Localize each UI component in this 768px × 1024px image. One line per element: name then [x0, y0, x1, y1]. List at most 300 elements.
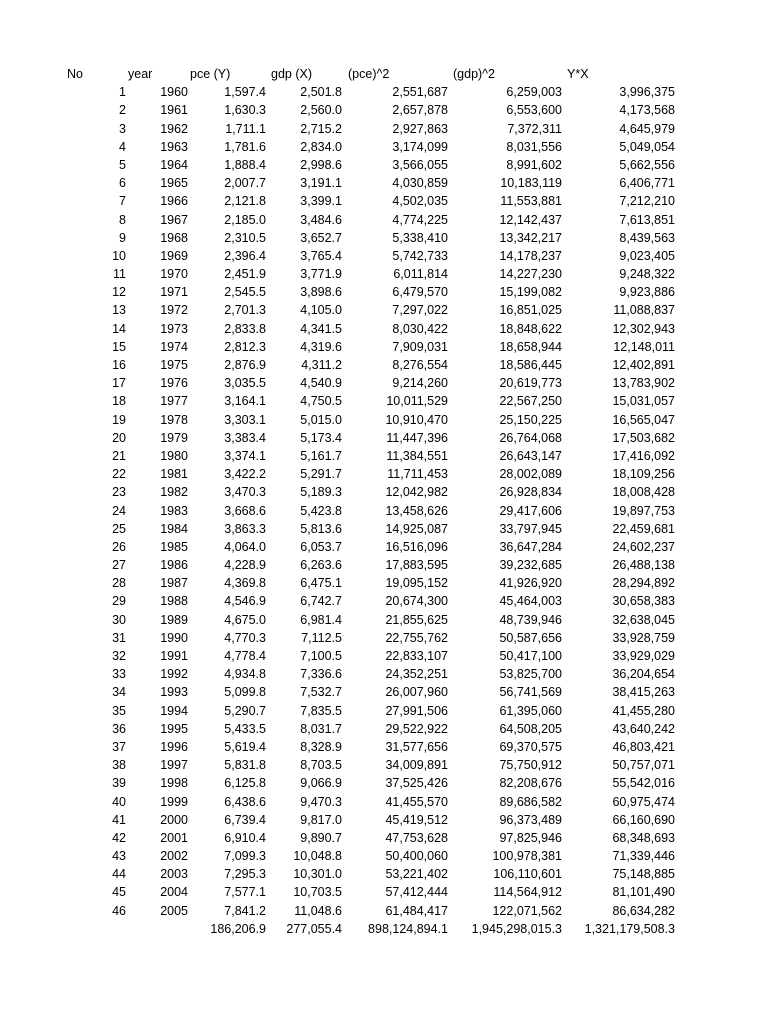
cell-year: 1978 [160, 412, 188, 427]
cell-no: 27 [112, 558, 126, 573]
cell-pce-sq: 11,384,551 [386, 448, 448, 463]
cell-yx: 81,101,490 [612, 885, 675, 900]
cell-year: 2003 [160, 867, 188, 882]
cell-gdp: 5,291.7 [300, 467, 342, 482]
cell-no: 29 [112, 594, 126, 609]
cell-gdp-sq: 20,619,773 [499, 376, 562, 391]
cell-no: 23 [112, 485, 126, 500]
cell-gdp-sq: 97,825,946 [499, 830, 562, 845]
cell-year: 1980 [160, 448, 188, 463]
cell-pce: 2,812.3 [224, 339, 266, 354]
cell-pce-sq: 7,297,022 [392, 303, 448, 318]
cell-yx: 26,488,138 [612, 558, 675, 573]
table-row [0, 647, 768, 665]
table-row [0, 629, 768, 647]
cell-year: 1965 [160, 176, 188, 191]
cell-year: 1999 [160, 794, 188, 809]
cell-no: 44 [112, 867, 126, 882]
cell-pce-sq: 31,577,656 [385, 739, 448, 754]
cell-gdp-sq: 29,417,606 [499, 503, 562, 518]
cell-yx: 7,613,851 [619, 212, 675, 227]
cell-yx: 17,503,682 [612, 430, 675, 445]
cell-year: 2005 [160, 903, 188, 918]
cell-pce-sq: 3,174,099 [392, 139, 448, 154]
cell-gdp: 4,540.9 [300, 376, 342, 391]
cell-gdp-sq: 18,848,622 [499, 321, 562, 336]
cell-pce-sq: 7,909,031 [392, 339, 448, 354]
cell-yx: 86,634,282 [612, 903, 675, 918]
cell-pce-sq: 45,419,512 [385, 812, 448, 827]
cell-no: 46 [112, 903, 126, 918]
cell-year: 2000 [160, 812, 188, 827]
cell-no: 19 [112, 412, 126, 427]
cell-yx: 33,928,759 [612, 630, 675, 645]
cell-yx: 13,783,902 [612, 376, 675, 391]
cell-year: 1974 [160, 339, 188, 354]
cell-year: 1989 [160, 612, 188, 627]
table-row [0, 793, 768, 811]
cell-pce: 7,577.1 [224, 885, 266, 900]
cell-yx: 5,049,054 [619, 139, 675, 154]
cell-pce-sq: 3,566,055 [392, 157, 448, 172]
cell-year: 1985 [160, 539, 188, 554]
cell-gdp: 3,191.1 [300, 176, 342, 191]
cell-year: 1968 [160, 230, 188, 245]
cell-year: 1992 [160, 667, 188, 682]
table-row [0, 101, 768, 119]
cell-pce: 4,675.0 [224, 612, 266, 627]
header-row [0, 65, 768, 83]
table-row [0, 720, 768, 738]
cell-pce: 1,597.4 [224, 85, 266, 100]
cell-gdp-sq: 15,199,082 [499, 285, 562, 300]
cell-yx: 9,023,405 [619, 248, 675, 263]
cell-no: 43 [112, 849, 126, 864]
table-row [0, 338, 768, 356]
cell-gdp: 10,301.0 [293, 867, 342, 882]
cell-gdp: 8,031.7 [300, 721, 342, 736]
cell-gdp: 11,048.6 [294, 903, 342, 918]
cell-pce: 3,383.4 [224, 430, 266, 445]
cell-gdp-sq: 26,764,068 [499, 430, 562, 445]
table-row [0, 301, 768, 319]
cell-gdp-sq: 82,208,676 [499, 776, 562, 791]
cell-pce: 4,934.8 [224, 667, 266, 682]
cell-pce-sq: 2,927,863 [392, 121, 448, 136]
cell-pce-sq: 13,458,626 [385, 503, 448, 518]
cell-gdp-sq: 18,658,944 [499, 339, 562, 354]
cell-pce-sq: 8,030,422 [392, 321, 448, 336]
cell-yx: 32,638,045 [612, 612, 675, 627]
table-row [0, 429, 768, 447]
cell-pce: 4,778.4 [224, 649, 266, 663]
cell-yx: 55,542,016 [612, 776, 675, 791]
cell-gdp: 4,341.5 [300, 321, 342, 336]
cell-no: 18 [112, 394, 126, 409]
cell-yx: 24,602,237 [612, 539, 675, 554]
cell-pce: 6,125.8 [224, 776, 266, 791]
cell-no: 25 [112, 521, 126, 536]
cell-no: 1 [119, 85, 126, 100]
cell-no: 2 [119, 103, 126, 118]
table-row [0, 738, 768, 756]
cell-gdp-sq: 12,142,437 [499, 212, 562, 227]
cell-pce: 3,374.1 [224, 448, 266, 463]
cell-gdp-sq: 96,373,489 [499, 812, 562, 827]
cell-no: 9 [119, 230, 126, 245]
cell-yx: 50,757,071 [612, 758, 675, 773]
table-row [0, 465, 768, 483]
table-row [0, 156, 768, 174]
cell-year: 1981 [160, 467, 188, 482]
cell-yx: 41,455,280 [612, 703, 675, 718]
cell-pce-sq: 41,455,570 [385, 794, 448, 809]
cell-pce-sq: 50,400,060 [385, 849, 448, 864]
cell-gdp: 3,399.1 [300, 194, 342, 209]
table-row [0, 756, 768, 774]
cell-gdp: 2,560.0 [300, 103, 342, 118]
cell-yx: 43,640,242 [612, 721, 675, 736]
cell-pce: 1,630.3 [224, 103, 266, 118]
cell-pce-sq: 24,352,251 [385, 667, 448, 682]
cell-pce-sq: 37,525,426 [385, 776, 448, 791]
cell-pce-sq: 47,753,628 [385, 830, 448, 845]
total-pce-sq: 898,124,894.1 [368, 921, 448, 936]
cell-pce-sq: 14,925,087 [385, 521, 448, 536]
cell-gdp: 6,475.1 [300, 576, 342, 591]
table-row [0, 483, 768, 501]
cell-gdp-sq: 26,928,834 [499, 485, 562, 500]
table-row [0, 392, 768, 410]
table-row [0, 192, 768, 210]
cell-gdp: 3,652.7 [300, 230, 342, 245]
cell-yx: 75,148,885 [612, 867, 675, 882]
cell-gdp: 2,998.6 [300, 157, 342, 172]
cell-no: 31 [112, 630, 126, 645]
cell-year: 1998 [160, 776, 188, 791]
cell-pce: 2,121.8 [224, 194, 266, 209]
table-row [0, 847, 768, 865]
cell-pce-sq: 2,657,878 [392, 103, 448, 118]
table-row [0, 120, 768, 138]
cell-pce-sq: 5,742,733 [392, 248, 448, 263]
cell-gdp-sq: 16,851,025 [499, 303, 562, 318]
cell-no: 41 [112, 812, 126, 827]
cell-gdp-sq: 13,342,217 [499, 230, 562, 245]
table-row [0, 138, 768, 156]
cell-no: 35 [112, 703, 126, 718]
table-row [0, 902, 768, 920]
cell-pce-sq: 4,030,859 [392, 176, 448, 191]
cell-no: 10 [112, 248, 126, 263]
cell-pce: 6,739.4 [224, 812, 266, 827]
cell-no: 7 [119, 194, 126, 209]
cell-yx: 38,415,263 [612, 685, 675, 700]
cell-gdp-sq: 11,553,881 [500, 194, 562, 209]
cell-yx: 30,658,383 [612, 594, 675, 609]
spreadsheet [0, 65, 768, 938]
cell-gdp: 8,328.9 [300, 739, 342, 754]
cell-pce-sq: 10,910,470 [385, 412, 448, 427]
cell-pce-sq: 9,214,260 [392, 376, 448, 391]
cell-year: 1966 [160, 194, 188, 209]
cell-pce: 4,770.3 [224, 630, 266, 645]
cell-pce-sq: 11,447,396 [386, 430, 448, 445]
cell-gdp-sq: 89,686,582 [499, 794, 562, 809]
cell-pce: 5,099.8 [224, 685, 266, 700]
table-row [0, 374, 768, 392]
cell-pce-sq: 26,007,960 [385, 685, 448, 700]
cell-pce: 2,451.9 [224, 267, 266, 282]
cell-gdp: 5,161.7 [300, 448, 342, 463]
cell-pce-sq: 19,095,152 [385, 576, 448, 591]
cell-no: 6 [119, 176, 126, 191]
cell-pce: 7,295.3 [224, 867, 266, 882]
cell-pce-sq: 27,991,506 [385, 703, 448, 718]
cell-yx: 12,402,891 [612, 358, 675, 372]
cell-pce-sq: 10,011,529 [386, 394, 448, 409]
cell-gdp: 9,890.7 [300, 830, 342, 845]
cell-gdp-sq: 50,587,656 [499, 630, 562, 645]
cell-year: 1961 [160, 103, 188, 118]
table-row [0, 320, 768, 338]
cell-yx: 66,160,690 [612, 812, 675, 827]
cell-year: 1993 [160, 685, 188, 700]
cell-pce: 2,876.9 [224, 358, 266, 372]
cell-no: 14 [112, 321, 126, 336]
cell-gdp-sq: 14,178,237 [499, 248, 562, 263]
cell-year: 2001 [160, 830, 188, 845]
table-row [0, 447, 768, 465]
cell-no: 45 [112, 885, 126, 900]
cell-pce-sq: 22,833,107 [385, 649, 448, 663]
table-row [0, 556, 768, 574]
cell-gdp: 10,703.5 [293, 885, 342, 900]
cell-gdp: 6,981.4 [300, 612, 342, 627]
cell-year: 1977 [160, 394, 188, 409]
cell-yx: 5,662,556 [619, 157, 675, 172]
cell-yx: 8,439,563 [619, 230, 675, 245]
cell-pce: 7,841.2 [224, 903, 266, 918]
cell-no: 32 [112, 649, 126, 663]
cell-year: 1991 [160, 649, 188, 663]
cell-gdp-sq: 100,978,381 [492, 849, 562, 864]
cell-no: 3 [119, 121, 126, 136]
cell-year: 2004 [160, 885, 188, 900]
cell-gdp: 4,105.0 [300, 303, 342, 318]
cell-pce-sq: 12,042,982 [385, 485, 448, 500]
table-row [0, 811, 768, 829]
cell-gdp: 5,189.3 [300, 485, 342, 500]
cell-gdp: 4,319.6 [300, 339, 342, 354]
cell-pce-sq: 16,516,096 [385, 539, 448, 554]
cell-gdp-sq: 8,031,556 [506, 139, 562, 154]
cell-no: 39 [112, 776, 126, 791]
cell-gdp-sq: 41,926,920 [499, 576, 562, 591]
header-yx: Y*X [567, 67, 589, 81]
cell-year: 1983 [160, 503, 188, 518]
cell-gdp: 3,484.6 [300, 212, 342, 227]
cell-gdp-sq: 56,741,569 [499, 685, 562, 700]
cell-gdp: 4,311.2 [301, 358, 342, 372]
cell-pce: 2,310.5 [224, 230, 266, 245]
cell-year: 1972 [160, 303, 188, 318]
cell-gdp-sq: 48,739,946 [499, 612, 562, 627]
cell-pce: 4,369.8 [224, 576, 266, 591]
total-gdp-sq: 1,945,298,015.3 [471, 921, 562, 936]
header-year: year [128, 67, 153, 81]
cell-gdp-sq: 64,508,205 [499, 721, 562, 736]
cell-year: 1987 [160, 576, 188, 591]
cell-pce: 1,711.1 [225, 121, 266, 136]
cell-year: 2002 [160, 849, 188, 864]
cell-pce: 3,303.1 [224, 412, 266, 427]
cell-yx: 71,339,446 [612, 849, 675, 864]
cell-gdp-sq: 25,150,225 [499, 412, 562, 427]
cell-yx: 12,302,943 [612, 321, 675, 336]
cell-gdp-sq: 36,647,284 [499, 539, 562, 554]
cell-gdp-sq: 122,071,562 [492, 903, 562, 918]
cell-pce: 4,546.9 [224, 594, 266, 609]
table-row [0, 774, 768, 792]
cell-yx: 11,088,837 [613, 303, 675, 318]
total-pce: 186,206.9 [210, 921, 266, 936]
cell-gdp: 8,703.5 [300, 758, 342, 773]
cell-gdp: 3,771.9 [300, 267, 342, 282]
cell-pce: 2,185.0 [224, 212, 266, 227]
table-row [0, 574, 768, 592]
header-no: No [67, 67, 83, 81]
cell-gdp: 6,053.7 [300, 539, 342, 554]
cell-pce-sq: 8,276,554 [392, 358, 448, 372]
cell-yx: 6,406,771 [619, 176, 675, 191]
cell-pce: 2,833.8 [224, 321, 266, 336]
table-row [0, 411, 768, 429]
cell-gdp-sq: 10,183,119 [500, 176, 562, 191]
cell-gdp-sq: 114,564,912 [493, 885, 562, 900]
table-row [0, 83, 768, 101]
cell-year: 1995 [160, 721, 188, 736]
cell-pce-sq: 2,551,687 [392, 85, 448, 100]
cell-year: 1963 [160, 139, 188, 154]
cell-pce: 2,545.5 [224, 285, 266, 300]
cell-pce: 3,470.3 [224, 485, 266, 500]
table-row [0, 356, 768, 374]
cell-year: 1994 [160, 703, 188, 718]
table-row [0, 683, 768, 701]
cell-no: 4 [119, 139, 126, 154]
cell-year: 1970 [160, 267, 188, 282]
header-gdp-sq: (gdp)^2 [453, 67, 495, 81]
cell-gdp-sq: 14,227,230 [499, 267, 562, 282]
cell-yx: 18,008,428 [612, 485, 675, 500]
cell-pce-sq: 4,774,225 [392, 212, 448, 227]
cell-gdp-sq: 39,232,685 [499, 558, 562, 573]
cell-gdp-sq: 22,567,250 [499, 394, 562, 409]
totals-row [0, 920, 768, 938]
cell-year: 1988 [160, 594, 188, 609]
cell-gdp-sq: 50,417,100 [499, 649, 562, 663]
cell-pce: 1,888.4 [224, 157, 266, 172]
cell-year: 1969 [160, 248, 188, 263]
cell-yx: 46,803,421 [612, 739, 675, 754]
total-yx: 1,321,179,508.3 [584, 921, 675, 936]
table-body [0, 83, 768, 920]
cell-yx: 33,929,029 [612, 649, 675, 663]
cell-gdp-sq: 45,464,003 [499, 594, 562, 609]
cell-gdp: 9,470.3 [300, 794, 342, 809]
cell-pce-sq: 57,412,444 [385, 885, 448, 900]
header-gdp: gdp (X) [271, 67, 312, 81]
cell-year: 1986 [160, 558, 188, 573]
cell-no: 28 [112, 576, 126, 591]
cell-gdp-sq: 53,825,700 [499, 667, 562, 682]
cell-pce: 3,164.1 [224, 394, 266, 409]
cell-gdp: 9,817.0 [300, 812, 342, 827]
cell-gdp: 9,066.9 [300, 776, 342, 791]
cell-no: 38 [112, 758, 126, 773]
cell-gdp: 5,813.6 [300, 521, 342, 536]
cell-no: 37 [112, 739, 126, 754]
table-row [0, 538, 768, 556]
cell-yx: 68,348,693 [612, 830, 675, 845]
cell-year: 1960 [160, 85, 188, 100]
cell-pce: 1,781.6 [224, 139, 266, 154]
cell-gdp-sq: 28,002,089 [499, 467, 562, 482]
cell-gdp: 2,715.2 [300, 121, 342, 136]
table-row [0, 865, 768, 883]
cell-gdp: 7,835.5 [300, 703, 342, 718]
cell-gdp-sq: 69,370,575 [499, 739, 562, 754]
cell-pce: 5,433.5 [224, 721, 266, 736]
cell-pce-sq: 21,855,625 [385, 612, 448, 627]
cell-pce-sq: 11,711,453 [387, 467, 448, 482]
cell-gdp-sq: 106,110,601 [493, 867, 562, 882]
cell-year: 1971 [160, 285, 188, 300]
cell-gdp-sq: 6,259,003 [506, 85, 562, 100]
cell-pce: 5,619.4 [224, 739, 266, 754]
cell-no: 16 [112, 358, 126, 372]
cell-year: 1996 [160, 739, 188, 754]
cell-pce-sq: 22,755,762 [385, 630, 448, 645]
cell-pce: 2,701.3 [224, 303, 266, 318]
cell-no: 8 [119, 212, 126, 227]
cell-year: 1973 [160, 321, 188, 336]
cell-year: 1997 [160, 758, 188, 773]
cell-pce-sq: 34,009,891 [385, 758, 448, 773]
cell-no: 20 [112, 430, 126, 445]
table-row [0, 502, 768, 520]
cell-yx: 22,459,681 [612, 521, 675, 536]
cell-pce: 4,228.9 [224, 558, 266, 573]
table-row [0, 592, 768, 610]
cell-gdp: 7,336.6 [300, 667, 342, 682]
cell-no: 34 [112, 685, 126, 700]
cell-year: 1967 [160, 212, 188, 227]
cell-no: 15 [112, 339, 126, 354]
table-row [0, 229, 768, 247]
cell-no: 11 [113, 267, 126, 282]
cell-no: 40 [112, 794, 126, 809]
cell-pce-sq: 4,502,035 [392, 194, 448, 209]
cell-yx: 17,416,092 [612, 448, 675, 463]
cell-yx: 4,173,568 [619, 103, 675, 118]
cell-pce: 6,438.6 [224, 794, 266, 809]
cell-pce: 3,668.6 [224, 503, 266, 518]
cell-pce: 3,035.5 [224, 376, 266, 391]
cell-gdp-sq: 33,797,945 [499, 521, 562, 536]
cell-year: 1990 [160, 630, 188, 645]
